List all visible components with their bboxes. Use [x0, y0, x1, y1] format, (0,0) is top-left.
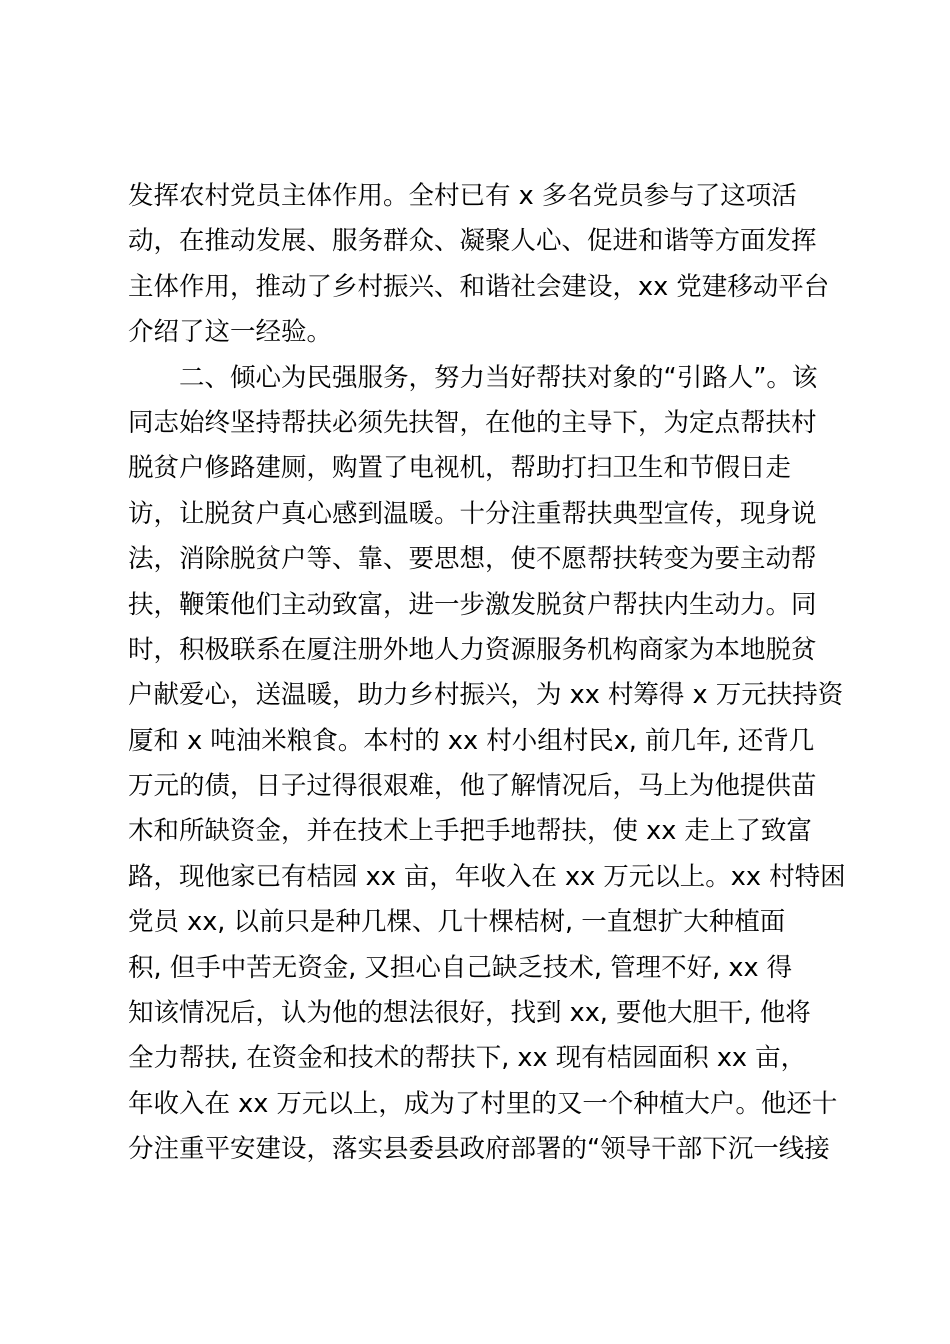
- text-line: 党员 xx, 以前只是种几棵、几十棵桔树, 一直想扩大种植面: [128, 907, 786, 938]
- text-line: 法，消除脱贫户等、靠、要思想，使不愿帮扶转变为要主动帮: [128, 544, 817, 575]
- text-line: 主体作用，推动了乡村振兴、和谐社会建设，xx 党建移动平台: [128, 271, 830, 302]
- text-line: 扶，鞭策他们主动致富，进一步激发脱贫户帮扶内生动力。同: [128, 589, 817, 620]
- text-line: 木和所缺资金，并在技术上手把手地帮扶，使 xx 走上了致富: [128, 816, 812, 847]
- body-text: [128, 174, 846, 1173]
- text-line: 时，积极联系在厦注册外地人力资源服务机构商家为本地脱贫: [128, 634, 817, 665]
- text-line: 户献爱心，送温暖，助力乡村振兴，为 xx 村筹得 x 万元扶持资: [128, 680, 844, 711]
- section-heading-line: 二、倾心为民强服务，努力当好帮扶对象的“引路人”。该: [128, 362, 818, 393]
- text-line: 全力帮扶, 在资金和技术的帮扶下, xx 现有桔园面积 xx 亩，: [128, 1043, 807, 1074]
- text-line: 万元的债，日子过得很艰难，他了解情况后，马上为他提供苗: [128, 771, 817, 802]
- text-line: 厦和 x 吨油米粮食。本村的 xx 村小组村民x, 前几年, 还背几: [128, 725, 815, 756]
- text-line: 年收入在 xx 万元以上，成为了村里的又一个种植大户。他还十: [128, 1088, 838, 1119]
- text-line: 介绍了这一经验。: [128, 317, 333, 348]
- text-line: 脱贫户修路建厕，购置了电视机，帮助打扫卫生和节假日走: [128, 453, 792, 484]
- text-line: 积, 但手中苦无资金, 又担心自己缺乏技术, 管理不好, xx 得: [128, 952, 793, 983]
- text-line: 同志始终坚持帮扶必须先扶智，在他的主导下，为定点帮扶村: [128, 407, 817, 438]
- text-line: 发挥农村党员主体作用。全村已有 x 多名党员参与了这项活: [128, 181, 797, 211]
- text-line: 分注重平安建设，落实县委县政府部署的“领导干部下沉一线接: [128, 1134, 830, 1165]
- text-line: 知该情况后，认为他的想法很好，找到 xx, 要他大胆干, 他将: [128, 998, 811, 1029]
- text-line: 动，在推动发展、服务群众、凝聚人心、促进和谐等方面发挥: [128, 226, 817, 257]
- text-line: 路，现他家已有桔园 xx 亩，年收入在 xx 万元以上。xx 村特困: [128, 861, 846, 892]
- text-line: 访，让脱贫户真心感到温暖。十分注重帮扶典型宣传，现身说: [128, 498, 817, 529]
